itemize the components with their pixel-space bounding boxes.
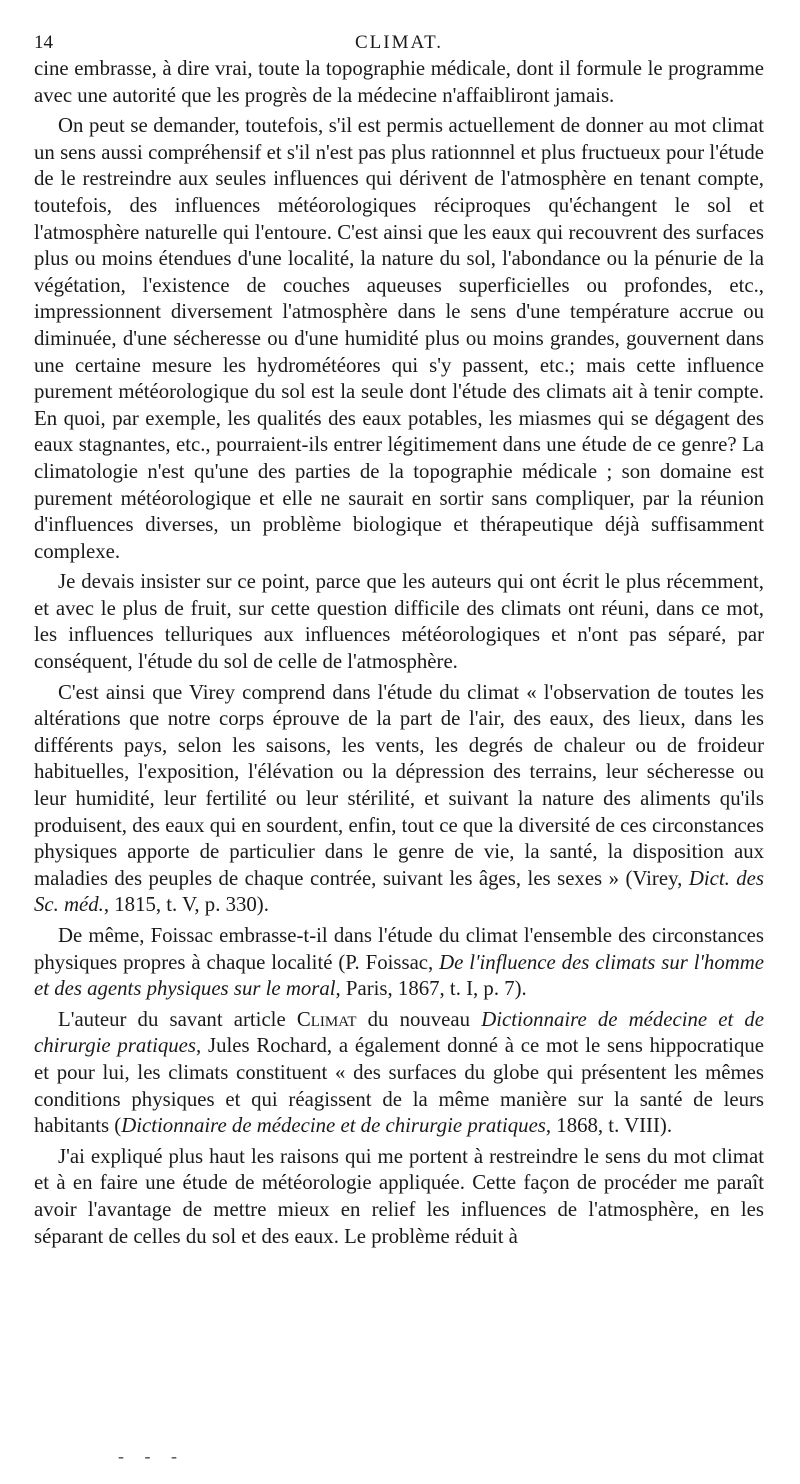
paragraph-6-tail: , 1868, t. VIII). [545,1114,673,1138]
article-name: Climat [296,1007,357,1031]
paragraph-4-text: C'est ainsi que Virey comprend dans l'étude du climat « l'observation de toutes les altérations que notre corps éprouve de la part de l'air, des eaux, des lieux, dans les différents pays, selon les saisons, les vents, les degrés de chaleur ou de froideur habituelles, l'exposition, l'élévation ou la dépression des terrains, leur sécheresse ou leur humidité, leur fertilité ou leur stérilité, et suivant la nature des aliments qu'ils produisent, des eaux qui en sourdent, enfin, tout ce que la diversité de ces circonstances physiques apporte de particulier dans le genre de vie, la santé, la disposition aux maladies des peuples de chaque contrée, suivant les âges, les sexes » (Virey, [34,680,764,890]
paragraph-5-text: De même, Foissac embrasse-t-il dans l'étude du climat l'ensemble des circonstances physiques propres à chaque localité (P. Foissac, [34,924,764,974]
citation-title-2: Dictionnaire de médecine et de chirurgie pratiques [121,1114,546,1138]
citation-title: Dictionnaire de médecine et de chirurgie pratiques [34,1007,765,1058]
paragraph-5 [34,923,764,1003]
citation-title: De l'influence des climats sur l'homme et des agents physiques sur le moral [34,950,764,1001]
paragraph-6-text: L'auteur du savant article [58,1007,297,1031]
paragraph-5-tail: , Paris, 1867, t. I, p. 7). [335,977,527,1001]
page-number: 14 [34,32,53,53]
citation-title: Dict. des Sc. méd. [34,866,764,917]
paragraph-4 [34,680,764,919]
paragraph-6 [34,1007,764,1140]
paragraph-6-middle: du nouveau [356,1007,482,1031]
paragraph-4-tail: , 1815, t. V, p. 330). [103,893,269,917]
footer-marks: - - - [118,1446,185,1466]
paragraph-6-middle-2: , Jules Rochard, a également donné à ce mot le sens hippocratique et pour lui, les climats constituent « des surfaces du globe qui présentent les mêmes conditions physiques et qui réagissent de la même manière sur la santé de leurs habitants ( [34,1034,764,1138]
running-head: CLIMAT. [354,32,444,53]
body-text [34,56,764,1250]
page-header [34,24,764,56]
paragraph-3: Je devais insister sur ce point, parce que les auteurs qui ont écrit le plus récemment, et avec le plus de fruit, sur cette question difficile des climats ont réuni, dans ce mot, les influences telluriques aux influences météorologiques et n'ont pas séparé, par conséquent, l'étude du sol de celle de l'atmosphère. [34,570,764,674]
paragraph-2: On peut se demander, toutefois, s'il est permis actuellement de donner au mot climat un sens aussi compréhensif et s'il n'est pas plus rationnnel et plus fructueux pour l'étude de le restreindre aux seules influences qui dérivent de l'atmosphère en tenant compte, toutefois, des influences météorologiques réciproques qu'échangent le sol et l'atmosphère naturelle qui l'entoure. C'est ainsi que les eaux qui recouvrent des surfaces plus ou moins étendues d'une localité, la nature du sol, l'abondance ou la pénurie de la végétation, l'existence de couches aqueuses superficielles ou profondes, etc., impressionnent diversement l'atmosphère dans le sens d'une température accrue ou diminuée, d'une sécheresse ou d'une humidité plus ou moins grandes, gouvernent dans une certaine mesure les hydrométéores qui s'y passent, etc.; mais cette influence purement météorologique du sol est la seule dont l'étude des climats ait à tenir compte. En quoi, par exemple, les qualités des eaux potables, les miasmes qui se dégagent des eaux stagnantes, etc., pourraient-ils entrer légitimement dans une étude de ce genre? La climatologie n'est qu'une des parties de la topographie médicale ; son domaine est purement météorologique et elle ne saurait en sortir sans compliquer, par la réunion d'influences diverses, un problème biologique et thérapeutique déjà suffisamment complexe. [34,114,764,563]
book-page [34,24,764,1254]
paragraph-7: J'ai expliqué plus haut les raisons qui me portent à restreindre le sens du mot climat et à en faire une étude de météorologie appliquée. Cette façon de procéder me paraît avoir l'avantage de mettre mieux en relief les influences de l'atmosphère, en les séparant de celles du sol et des eaux. Le problème réduit à [34,1144,764,1248]
paragraph-1: cine embrasse, à dire vrai, toute la topographie médicale, dont il formule le programme avec une autorité que les progrès de la médecine n'affaibliront jamais. [34,57,764,107]
